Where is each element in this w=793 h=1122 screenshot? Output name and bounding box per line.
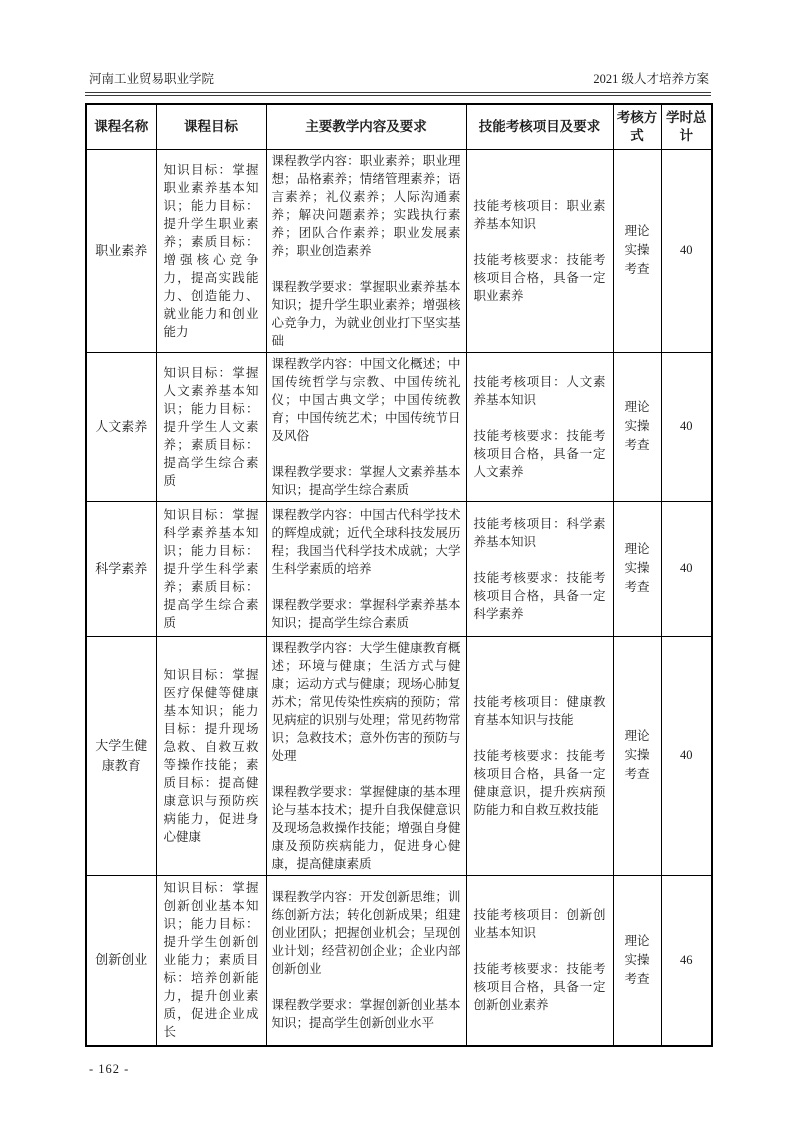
skill-assessment-cell xyxy=(466,636,613,875)
header-rule-divider xyxy=(85,92,711,96)
table-row xyxy=(86,636,712,875)
course-name-cell: 人文素养 xyxy=(86,352,156,501)
skill-assessment-cell xyxy=(466,501,613,636)
total-hours-cell: 46 xyxy=(661,875,712,1046)
assessment-method-text: 理论实操考查 xyxy=(624,224,650,276)
assessment-item-paragraph: 技能考核项目：职业素养基本知识 xyxy=(473,198,606,231)
course-objectives-cell: 知识目标：掌握职业素养基本知识；能力目标：提升学生职业素养；素质目标：增强核心竞争力，提高实践能力、创造能力、就业能力和创业能力 xyxy=(156,149,266,352)
assessment-item-paragraph: 技能考核项目：健康教育基本知识与技能 xyxy=(473,694,606,727)
teaching-content-cell xyxy=(266,501,466,636)
col-header-assessment-method: 考核方式 xyxy=(613,104,661,149)
teaching-requirement-paragraph: 课程教学要求：掌握健康的基本理论与基本技术；提升自我保健意识及现场急救操作技能；增强自身健康及预防疾病能力，促进身心健康，提高健康素质 xyxy=(271,784,461,871)
teaching-content-cell xyxy=(266,149,466,352)
assessment-method-cell xyxy=(613,352,661,501)
assessment-requirement-paragraph: 技能考核要求：技能考核项目合格，具备一定创新创业素养 xyxy=(473,962,606,1013)
teaching-content-cell xyxy=(266,636,466,875)
assessment-method-cell xyxy=(613,875,661,1046)
assessment-item-paragraph: 技能考核项目：创新创业基本知识 xyxy=(473,908,606,941)
col-header-teaching-content: 主要教学内容及要求 xyxy=(266,104,466,149)
col-header-course-objectives: 课程目标 xyxy=(156,104,266,149)
total-hours-cell: 40 xyxy=(661,149,712,352)
course-objectives-cell: 知识目标：掌握人文素养基本知识；能力目标：提升学生人文素养；素质目标：提高学生综合素质 xyxy=(156,352,266,501)
assessment-item-paragraph: 技能考核项目：科学素养基本知识 xyxy=(473,516,606,549)
course-objectives-cell: 知识目标：掌握创新创业基本知识；能力目标：提升学生创新创业能力；素质目标：培养创新能力，提升创业素质，促进企业成长 xyxy=(156,875,266,1046)
course-objectives-cell: 知识目标：掌握医疗保健等健康基本知识；能力目标：提升现场急救、自救互救等操作技能；素质目标：提高健康意识与预防疾病能力，促进身心健康 xyxy=(156,636,266,875)
course-name-cell: 科学素养 xyxy=(86,501,156,636)
table-header-row xyxy=(86,104,712,149)
total-hours-cell: 40 xyxy=(661,352,712,501)
teaching-content-cell xyxy=(266,352,466,501)
curriculum-table xyxy=(85,103,713,1047)
assessment-method-text: 理论实操考查 xyxy=(624,400,650,452)
teaching-content-paragraph: 课程教学内容：中国古代科学技术的辉煌成就；近代全球科技发展历程；我国当代科学技术成就；大学生科学素质的培养 xyxy=(271,507,461,576)
course-name-cell: 创新创业 xyxy=(86,875,156,1046)
col-header-course-name: 课程名称 xyxy=(86,104,156,149)
teaching-requirement-paragraph: 课程教学要求：掌握创新创业基本知识；提高学生创新创业水平 xyxy=(271,998,461,1031)
assessment-requirement-paragraph: 技能考核要求：技能考核项目合格，具备一定健康意识，提升疾病预防能力和自救互救技能 xyxy=(473,748,606,817)
table-row xyxy=(86,501,712,636)
col-header-total-hours: 学时总计 xyxy=(661,104,712,149)
page-number: - 162 - xyxy=(89,1062,130,1076)
assessment-method-text: 理论实操考查 xyxy=(624,933,650,986)
total-hours-cell: 40 xyxy=(661,636,712,875)
assessment-method-text: 理论实操考查 xyxy=(624,729,650,781)
teaching-content-paragraph: 课程教学内容：职业素养；职业理想；品格素养；情绪管理素养；语言素养；礼仪素养；人际沟通素养；解决问题素养；实践执行素养；团队合作素养；职业发展素养；职业创造素养 xyxy=(271,153,461,258)
running-header xyxy=(85,70,711,92)
course-name-cell: 大学生健康教育 xyxy=(86,636,156,875)
assessment-method-cell xyxy=(613,501,661,636)
teaching-requirement-paragraph: 课程教学要求：掌握人文素养基本知识；提高学生综合素质 xyxy=(271,464,461,497)
assessment-requirement-paragraph: 技能考核要求：技能考核项目合格，具备一定人文素养 xyxy=(473,428,606,479)
teaching-requirement-paragraph: 课程教学要求：掌握职业素养基本知识；提升学生职业素养；增强核心竞争力，为就业创业打下坚实基础 xyxy=(271,279,461,348)
skill-assessment-cell xyxy=(466,875,613,1046)
teaching-requirement-paragraph: 课程教学要求：掌握科学素养基本知识；提高学生综合素质 xyxy=(271,597,461,630)
table-row xyxy=(86,149,712,352)
col-header-skill-assessment: 技能考核项目及要求 xyxy=(466,104,613,149)
table-row xyxy=(86,352,712,501)
running-header-school-name: 河南工业贸易职业学院 xyxy=(89,72,215,86)
assessment-item-paragraph: 技能考核项目：人文素养基本知识 xyxy=(473,374,606,407)
teaching-content-cell xyxy=(266,875,466,1046)
assessment-method-cell xyxy=(613,636,661,875)
skill-assessment-cell xyxy=(466,149,613,352)
course-name-cell: 职业素养 xyxy=(86,149,156,352)
running-header-plan-title: 2021 级人才培养方案 xyxy=(593,72,709,86)
teaching-content-paragraph: 课程教学内容：中国文化概述；中国传统哲学与宗教、中国传统礼仪；中国古典文学；中国传统教育；中国传统艺术；中国传统节日及风俗 xyxy=(271,356,461,443)
skill-assessment-cell xyxy=(466,352,613,501)
course-objectives-cell: 知识目标：掌握科学素养基本知识；能力目标：提升学生科学素养；素质目标：提高学生综合素质 xyxy=(156,501,266,636)
teaching-content-paragraph: 课程教学内容：大学生健康教育概述；环境与健康；生活方式与健康；运动方式与健康；现场心肺复苏术；常见传染性疾病的预防；常见病症的识别与处理；常见药物常识；急救技术；意外伤害的预防与处理 xyxy=(271,640,461,763)
assessment-method-text: 理论实操考查 xyxy=(624,542,650,594)
total-hours-cell: 40 xyxy=(661,501,712,636)
assessment-requirement-paragraph: 技能考核要求：技能考核项目合格，具备一定职业素养 xyxy=(473,252,606,303)
assessment-method-cell xyxy=(613,149,661,352)
page-content xyxy=(85,70,711,1077)
table-row xyxy=(86,875,712,1046)
assessment-requirement-paragraph: 技能考核要求：技能考核项目合格，具备一定科学素养 xyxy=(473,570,606,621)
teaching-content-paragraph: 课程教学内容：开发创新思维；训练创新方法；转化创新成果；组建创业团队；把握创业机会；呈现创业计划；经营初创企业；企业内部创新创业 xyxy=(271,890,461,977)
